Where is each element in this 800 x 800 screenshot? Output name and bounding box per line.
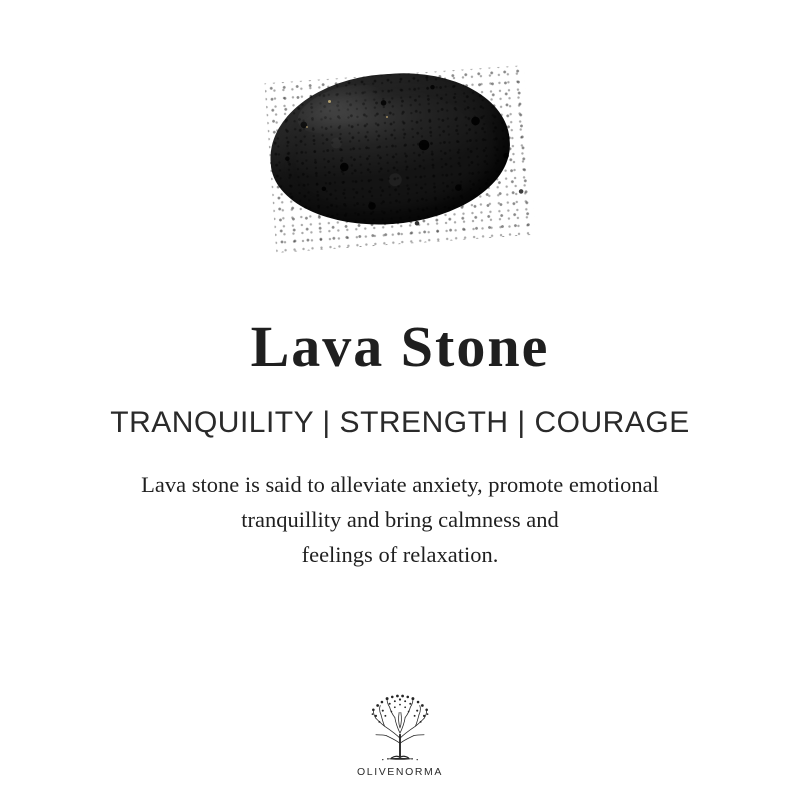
stone-speck	[328, 100, 331, 103]
brand-logo	[0, 690, 800, 778]
page-title: Lava Stone	[250, 314, 550, 379]
stone-speck	[306, 126, 308, 128]
lava-stone-image	[270, 74, 530, 244]
product-description	[40, 468, 760, 573]
description-line: feelings of relaxation.	[301, 541, 499, 567]
product-attributes: TRANQUILITY | STRENGTH | COURAGE	[110, 406, 690, 439]
brand-name: OLIVENORMA	[356, 766, 443, 778]
tree-icon	[357, 690, 443, 764]
stone-pores-texture	[264, 65, 535, 253]
stone-speck	[386, 116, 388, 118]
description-line: Lava stone is said to alleviate anxiety, promote emotional	[141, 472, 659, 497]
description-line: tranquillity and bring calmness and	[241, 506, 559, 532]
